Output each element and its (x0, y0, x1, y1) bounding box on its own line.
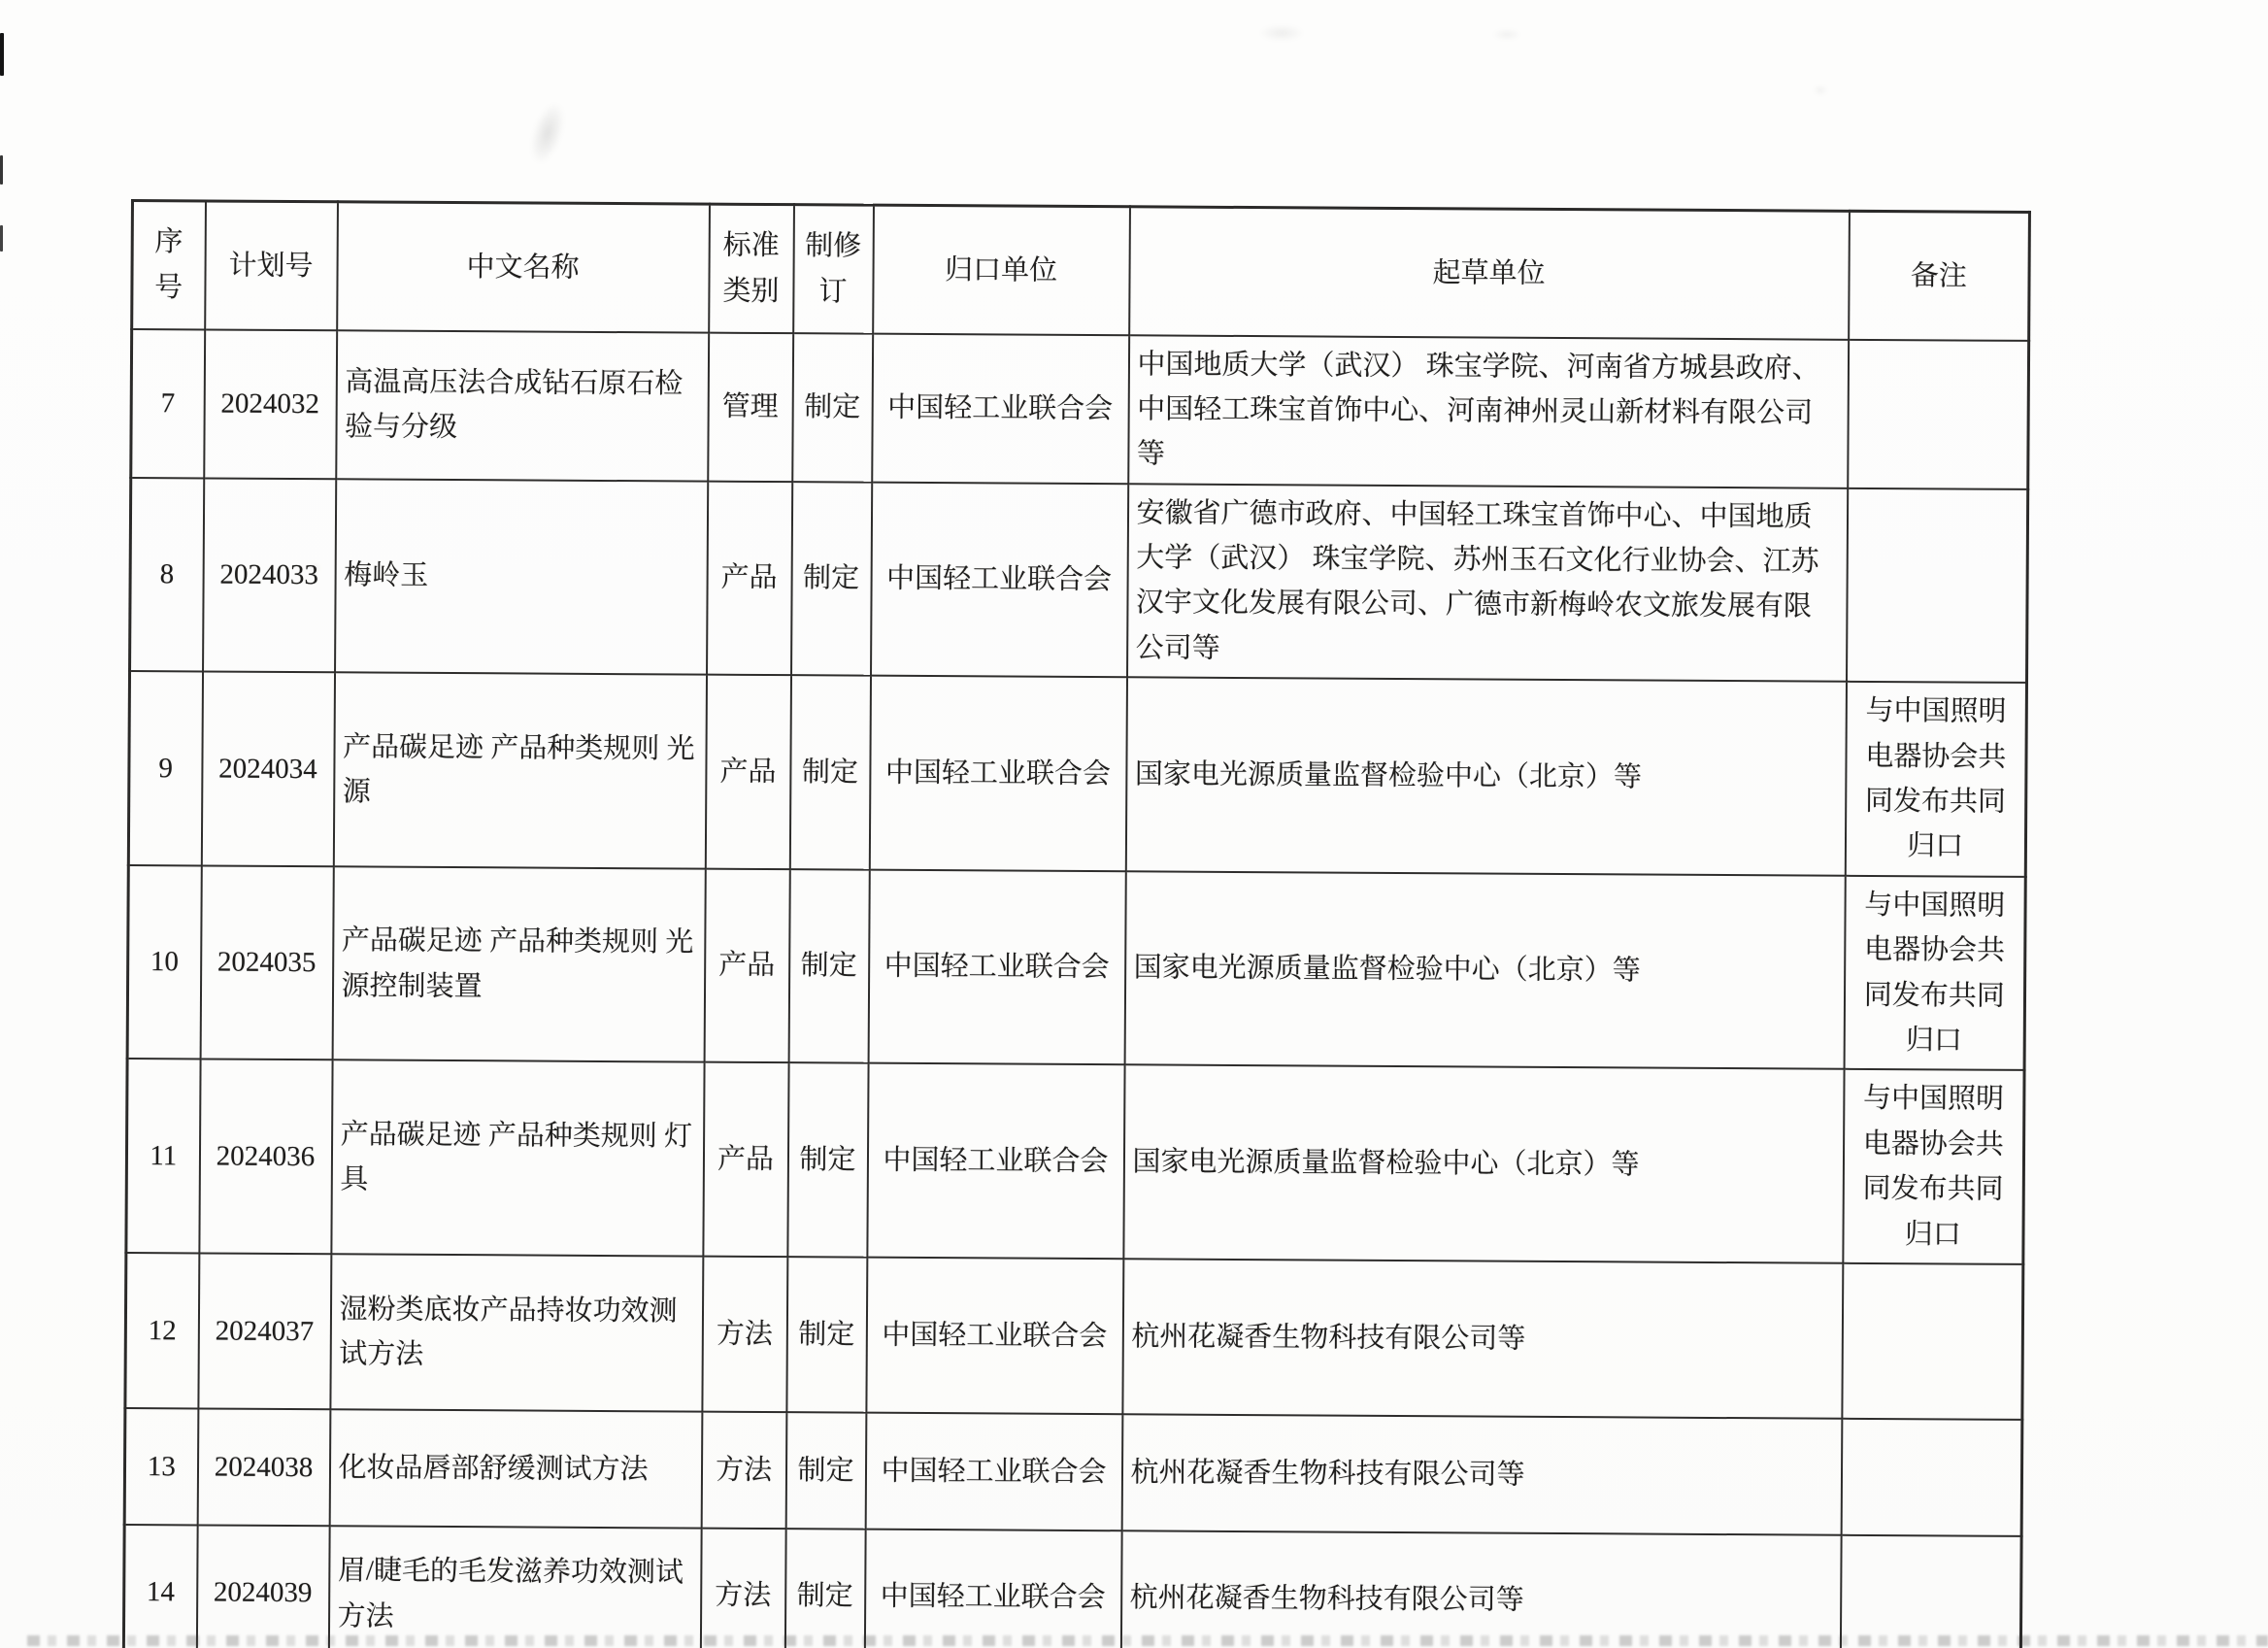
header-remarks: 备注 (1849, 211, 2030, 340)
cell-formulate-revise: 制定 (791, 482, 872, 676)
cell-formulate-revise: 制定 (785, 1412, 866, 1529)
table-row (124, 1408, 2022, 1536)
cell-centralized-unit: 中国轻工业联合会 (866, 1258, 1123, 1415)
cell-seq: 13 (124, 1408, 198, 1525)
cell-chinese-name: 湿粉类底妆产品持妆功效测试方法 (330, 1254, 703, 1411)
table-row (125, 1253, 2023, 1420)
cell-centralized-unit: 中国轻工业联合会 (871, 482, 1128, 677)
scan-edge-mark (0, 33, 4, 76)
standards-table-container (122, 199, 2031, 1648)
cell-chinese-name: 产品碳足迹 产品种类规则 光源控制装置 (332, 866, 705, 1062)
cell-plan-no: 2024037 (198, 1253, 331, 1409)
cell-formulate-revise: 制定 (786, 1257, 867, 1412)
table-body (123, 329, 2028, 1648)
cell-plan-no: 2024032 (204, 329, 337, 479)
header-row (132, 201, 2030, 341)
table-row (130, 478, 2028, 683)
cell-formulate-revise: 制定 (787, 1063, 868, 1258)
scan-smudge (525, 100, 570, 166)
cell-chinese-name: 产品碳足迹 产品种类规则 光源 (333, 673, 706, 869)
cell-drafting-unit: 国家电光源质量监督检验中心（北京）等 (1125, 678, 1846, 876)
header-centralized-unit: 归口单位 (873, 205, 1130, 335)
header-plan-no: 计划号 (205, 201, 338, 330)
cell-formulate-revise: 制定 (789, 675, 870, 869)
cell-formulate-revise: 制定 (792, 333, 873, 483)
cell-centralized-unit: 中国轻工业联合会 (868, 869, 1125, 1064)
cell-drafting-unit: 杭州花凝香生物科技有限公司等 (1121, 1414, 1842, 1535)
cell-centralized-unit: 中国轻工业联合会 (869, 676, 1126, 871)
cell-seq: 9 (128, 671, 202, 865)
cell-standard-category: 管理 (708, 332, 793, 482)
cell-seq: 14 (123, 1525, 197, 1648)
cell-standard-category: 产品 (707, 481, 792, 675)
cell-standard-category: 产品 (705, 675, 790, 869)
cell-centralized-unit: 中国轻工业联合会 (867, 1063, 1124, 1259)
cell-drafting-unit: 国家电光源质量监督检验中心（北京）等 (1123, 1065, 1844, 1263)
cell-drafting-unit: 国家电光源质量监督检验中心（北京）等 (1124, 871, 1845, 1069)
table-row (126, 1059, 2024, 1263)
cell-plan-no: 2024034 (201, 672, 334, 866)
cell-drafting-unit: 中国地质大学（武汉） 珠宝学院、河南省方城县政府、中国轻工珠宝首饰中心、河南神州灵山新材料有限公司等 (1128, 335, 1849, 488)
cell-standard-category: 方法 (701, 1412, 786, 1530)
cell-centralized-unit: 中国轻工业联合会 (865, 1413, 1122, 1531)
cell-standard-category: 产品 (703, 1062, 788, 1257)
cell-drafting-unit: 杭州花凝香生物科技有限公司等 (1120, 1530, 1841, 1648)
table-row (123, 1525, 2021, 1648)
cell-centralized-unit: 中国轻工业联合会 (872, 333, 1129, 484)
header-drafting-unit: 起草单位 (1129, 207, 1850, 340)
cell-chinese-name: 高温高压法合成钻石原石检验与分级 (336, 330, 709, 482)
cell-formulate-revise: 制定 (784, 1529, 865, 1648)
cell-chinese-name: 产品碳足迹 产品种类规则 灯具 (331, 1060, 704, 1257)
cell-remarks (1848, 339, 2029, 488)
table-row (127, 865, 2025, 1070)
cell-remarks (1842, 1263, 2023, 1420)
cell-chinese-name: 化妆品唇部舒缓测试方法 (329, 1409, 702, 1528)
header-standard-category: 标准类别 (709, 204, 794, 333)
cell-plan-no: 2024033 (203, 478, 336, 672)
cell-drafting-unit: 安徽省广德市政府、中国轻工珠宝首饰中心、中国地质大学（武汉） 珠宝学院、苏州玉石文化行业协会、江苏汉宇文化发展有限公司、广德市新梅岭农文旅发展有限公司等 (1127, 484, 1848, 682)
cell-centralized-unit: 中国轻工业联合会 (864, 1530, 1121, 1648)
cell-standard-category: 方法 (700, 1529, 785, 1648)
table-row (131, 329, 2029, 489)
cell-plan-no: 2024039 (196, 1525, 329, 1648)
header-chinese-name: 中文名称 (337, 202, 710, 332)
cell-plan-no: 2024038 (197, 1408, 330, 1526)
cell-standard-category: 产品 (704, 868, 789, 1062)
standards-table (122, 199, 2031, 1648)
cell-remarks: 与中国照明电器协会共同发布共同归口 (1844, 876, 2025, 1071)
cell-remarks (1841, 1419, 2022, 1536)
table-row (128, 671, 2026, 876)
cell-chinese-name: 梅岭玉 (335, 479, 708, 675)
cell-seq: 10 (127, 865, 201, 1059)
cell-chinese-name: 眉/睫毛的毛发滋养功效测试方法 (328, 1526, 701, 1648)
cell-remarks: 与中国照明电器协会共同发布共同归口 (1843, 1069, 2024, 1264)
header-seq: 序号 (132, 201, 206, 329)
scan-edge-mark (0, 225, 3, 252)
cell-remarks (1846, 488, 2027, 683)
scan-edge-mark (0, 155, 3, 185)
cell-plan-no: 2024036 (199, 1059, 332, 1254)
cell-plan-no: 2024035 (200, 865, 333, 1059)
scan-smudge (1493, 29, 1520, 40)
header-formulate-revise: 制修订 (793, 205, 874, 333)
cell-drafting-unit: 杭州花凝香生物科技有限公司等 (1122, 1259, 1843, 1419)
cell-formulate-revise: 制定 (788, 869, 869, 1063)
scan-smudge (1260, 25, 1303, 41)
cell-seq: 12 (125, 1253, 199, 1408)
cell-seq: 8 (130, 478, 204, 672)
cell-remarks (1840, 1535, 2021, 1648)
cell-remarks: 与中国照明电器协会共同发布共同归口 (1845, 682, 2026, 877)
scan-smudge (1814, 85, 1827, 95)
cell-seq: 7 (131, 329, 205, 479)
cell-standard-category: 方法 (702, 1257, 787, 1413)
cell-seq: 11 (126, 1059, 200, 1253)
